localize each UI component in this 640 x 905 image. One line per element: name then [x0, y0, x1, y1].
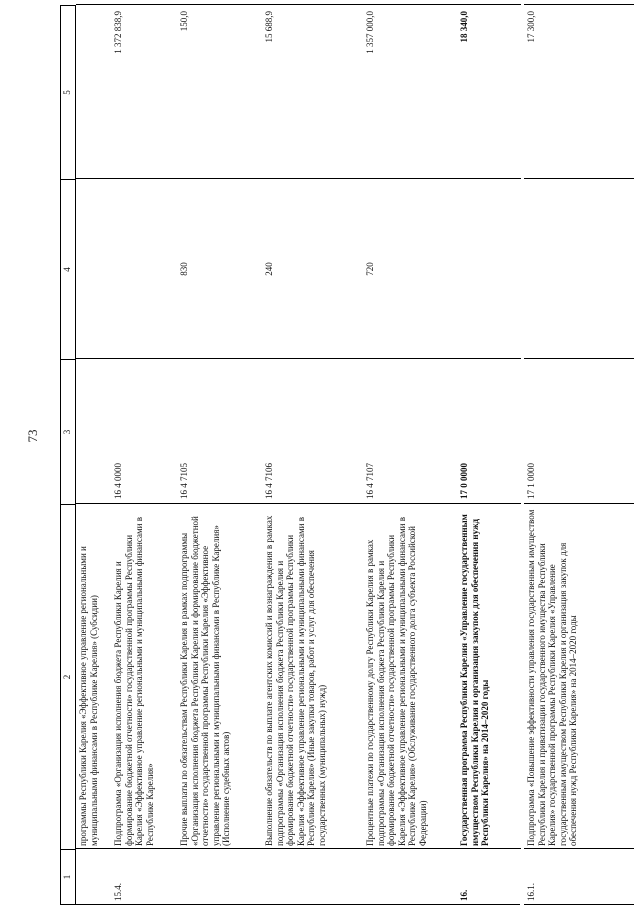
- budget-table-continued: [524, 5, 634, 905]
- row-code: 17 0 0000: [459, 463, 469, 499]
- row-col4: 240: [264, 262, 274, 276]
- row-col4: 720: [365, 262, 375, 276]
- row-name: Процентные платежи по государственному долгу Республики Карелия в рамках подпрограммы «Организация исполнения бюджета Республики Карелия и формирование бюджетной отчетности» государственной программы Республики Карелия «Эффективное управление региональными и муниципальными финансами в Республике Карелия» (Обслуживание государственного долга субъекта Российской Федерации): [365, 517, 428, 846]
- row-name: Подпрограмма «Повышение эффективности управления государственным имуществом Республики Карелия и приватизации государственного имущества Республики Карелия» государственной программы Республики Карелия «Управление государственным имуществом Республики Карелия и организация закупок для обеспечения нужд Республики Карелия» на 2014–2020 годы: [526, 509, 579, 846]
- row-code: 17 1 0000: [526, 463, 536, 499]
- column-divider: [76, 178, 521, 179]
- row-code: 16 4 0000: [113, 463, 123, 499]
- row-number: 16.: [459, 889, 469, 901]
- row-col5: 17 300,0: [526, 11, 536, 43]
- header-col-3: 3: [61, 359, 75, 504]
- budget-table: [60, 5, 520, 905]
- row-number: 16.1.: [526, 883, 536, 901]
- row-col5: 150,0: [179, 11, 189, 32]
- header-col-4: 4: [61, 179, 75, 359]
- column-divider: [524, 178, 634, 179]
- row-name: Подпрограмма «Организация исполнения бюджета Республики Карелия и формирование бюджетной отчетности» государственной программы Республики Карелия «Эффективное управление региональными и муниципальными финансами в Республике Карелия»: [113, 517, 155, 846]
- column-divider: [524, 4, 634, 5]
- column-divider: [524, 358, 634, 359]
- row-code: 16 4 7107: [365, 463, 375, 499]
- row-col5: 15 688,9: [264, 11, 274, 43]
- header-col-5: 5: [61, 5, 75, 179]
- header-col-1: 1: [61, 849, 75, 904]
- row-code: 16 4 7105: [179, 463, 189, 499]
- row-name: Выполнение обязательств по выплате агентских комиссий и вознаграждения в рамках подпрограммы «Организация исполнения бюджета Республики Карелия и формирование бюджетной отчетности» государственной программы Республики Карелия «Эффективное управление региональными и муниципальными финансами в Республике Карелия» (Иные закупки товаров, работ и услуг для обеспечения государственных (муниципальных) нужд): [264, 515, 327, 846]
- row-col5: 1 372 838,9: [113, 11, 123, 54]
- column-divider: [76, 4, 521, 5]
- column-divider: [76, 358, 521, 359]
- table-body: [76, 5, 521, 904]
- row-col5: 1 357 000,0: [365, 11, 375, 54]
- row-name: Государственная программа Республики Карелия «Управление государственным имуществом Республики Карелия и организация закупок для обеспечения нужд Республики Карелия» на 2014–2020 годы: [459, 514, 491, 846]
- row-name: программы Республики Карелия «Эффективное управление региональными и муниципальными финансами в Республике Карелия» (Субсидии): [78, 546, 99, 846]
- row-code: 16 4 7106: [264, 463, 274, 499]
- row-col4: 830: [179, 262, 189, 276]
- row-col5: 18 340,0: [459, 11, 469, 43]
- table-header: [60, 5, 76, 904]
- page-number: 73: [25, 429, 40, 443]
- row-name: Прочие выплаты по обязательствам Республики Карелия в рамках подпрограммы «Организация исполнения бюджета Республики Карелия и формирование бюджетной отчетности» государственной программы Республики Карелия «Эффективное управление региональными и муниципальными финансами в Республике Карелия» (Исполнение судебных актов): [179, 516, 232, 846]
- header-col-2: 2: [61, 504, 75, 849]
- row-number: 15.4.: [113, 883, 123, 901]
